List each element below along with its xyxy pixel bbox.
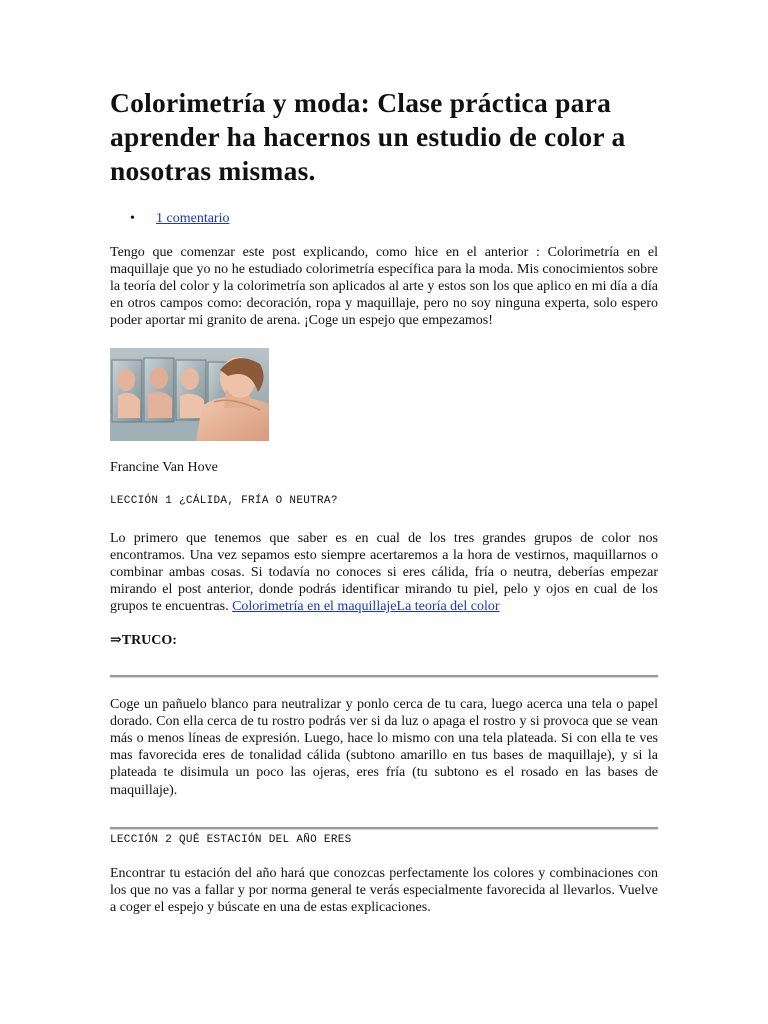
article-image: [110, 348, 269, 441]
divider: [110, 827, 658, 830]
intro-paragraph: Tengo que comenzar este post explicando, como hice en el anterior : Colorimetría en el maquillaje que yo no he estudiado colorimetría específica para la moda. Mis conocimientos sobre la teoría del color y la colorimetría son aplicados al arte y estos son los que aplico en mi día a día en otros campos como: decoración, ropa y maquillaje, pero no soy ninguna experta, solo espero poder aportar mi granito de arena. ¡Coge un espejo que empezamos!: [110, 245, 658, 329]
article-title: Colorimetría y moda: Clase práctica para aprender ha hacernos un estudio de color a nosotras mismas.: [110, 87, 626, 186]
article: [110, 86, 658, 916]
comments-link[interactable]: 1 comentario: [156, 211, 230, 226]
truco-label: TRUCO:: [121, 633, 177, 649]
painting-mirrors-image: [110, 348, 269, 441]
truco-heading: [110, 632, 658, 649]
list-item: [110, 210, 658, 228]
image-caption: Francine Van Hove: [110, 460, 218, 476]
colorimetria-maquillaje-link[interactable]: Colorimetría en el maquillaje: [232, 598, 397, 614]
lesson2-heading: LECCIÓN 2 QUÉ ESTACIÓN DEL AÑO ERES: [110, 833, 352, 846]
lesson1-paragraph: [110, 530, 658, 615]
lesson1-heading: LECCIÓN 1 ¿CÁLIDA, FRÍA O NEUTRA?: [110, 494, 338, 507]
divider: [110, 675, 658, 678]
teoria-color-link[interactable]: La teoría del color: [396, 598, 500, 614]
bullet-icon: •: [130, 211, 135, 226]
double-arrow-icon: ⇒: [110, 633, 122, 649]
article-meta-list: [110, 210, 658, 228]
truco-paragraph: Coge un pañuelo blanco para neutralizar y ponlo cerca de tu cara, luego acerca una tela o papel dorado. Con ella cerca de tu rostro podrás ver si da luz o apaga el rostro y si provoca que se vean más o menos líneas de expresión. Luego, hace lo mismo con una tela plateada. Si con ella te ves mas favorecida eres de tonalidad cálida (subtono amarillo en tus bases de maquillaje), y si la plateada te disimula un poco las ojeras, eres fría (tu subtono es el rosado en las bases de maquillaje).: [110, 697, 658, 798]
lesson2-paragraph: Encontrar tu estación del año hará que conozcas perfectamente los colores y combinaciones con los que no vas a fallar y por norma general te verás especialmente favorecida al llevarlos. Vuelve a coger el espejo y búscate en una de estas explicaciones.: [110, 865, 658, 915]
lesson1-text: Lo primero que tenemos que saber es en cual de los tres grandes grupos de color nos encontramos. Una vez sepamos esto siempre acertaremos a la hora de vestirnos, maquillarnos o combinar ambas cosas. Si todavía no conoces si eres cálida, fría o neutra, deberías empezar mirando el post anterior, donde podrás identificar mirando tu piel, pelo y ojos en cual de los grupos te encuentras.: [110, 530, 658, 614]
